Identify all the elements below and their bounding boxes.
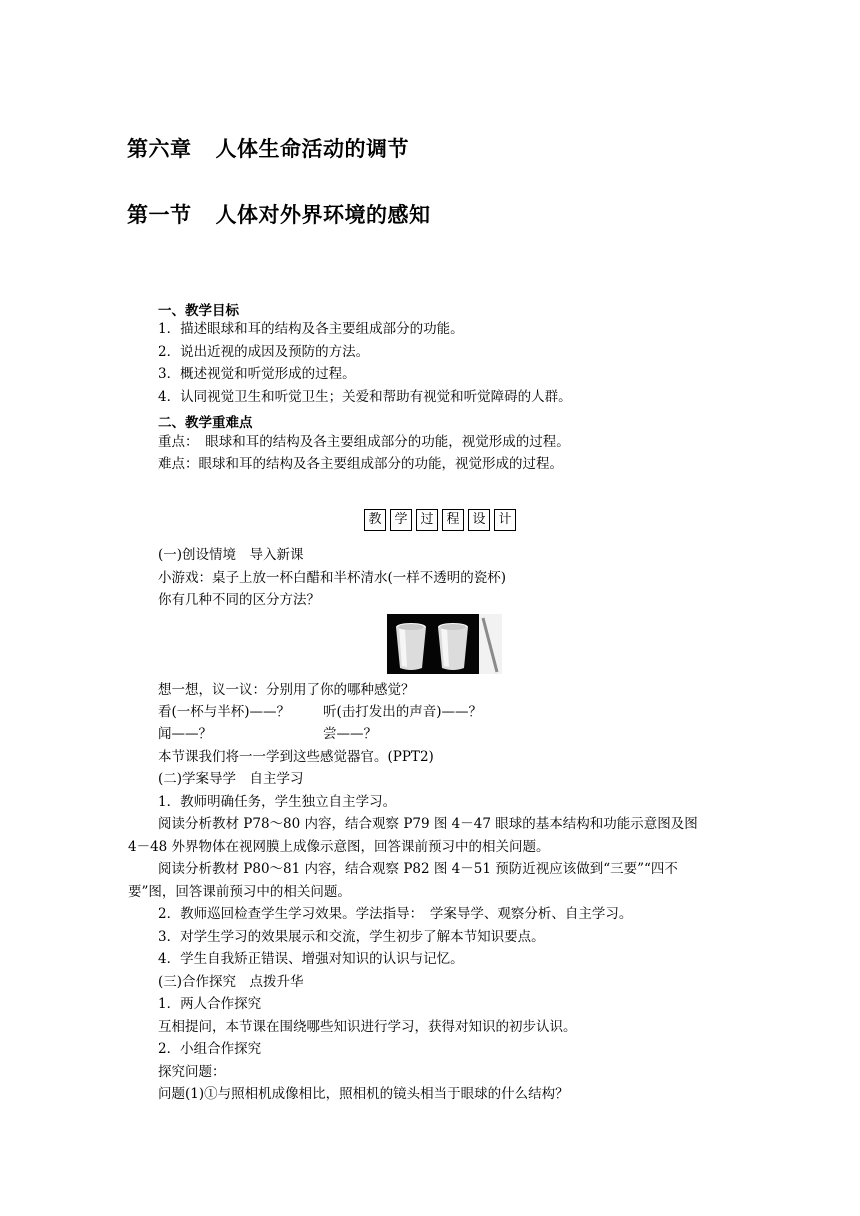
intro-text: 本节课我们将一一学到这些感觉器官。(PPT2) xyxy=(158,749,434,765)
question-item: 问题(1)①与照相机成像相比，照相机的镜头相当于眼球的什么结构？ xyxy=(158,1086,569,1102)
section-title xyxy=(127,199,431,229)
reading-text: 阅读分析教材 P78～80 内容，结合观察 P79 图 4－47 眼球的基本结构和功能示意图及图 xyxy=(158,816,698,832)
cups-photo xyxy=(387,614,502,674)
inquiry-label: 探究问题： xyxy=(158,1064,226,1080)
step-text: 3．对学生学习的效果展示和交流，学生初步了解本节知识要点。 xyxy=(158,929,545,945)
goal-item: 3．概述视觉和听觉形成的过程。 xyxy=(158,366,356,382)
hear-text: 听(击打发出的声音)——？ xyxy=(323,704,483,720)
game-text: 小游戏：桌子上放一杯白醋和半杯清水(一样不透明的瓷杯) xyxy=(158,570,507,586)
difficulty-text: 难点：眼球和耳的结构及各主要组成部分的功能，视觉形成的过程。 xyxy=(158,456,563,472)
think-text: 想一想，议一议：分别用了你的哪种感觉？ xyxy=(158,682,415,698)
cup-right xyxy=(438,623,468,670)
process-design-banner xyxy=(364,509,516,531)
goal-item: 1．描述眼球和耳的结构及各主要组成部分的功能。 xyxy=(158,321,464,337)
banner-char: 教 xyxy=(364,509,386,531)
smell-text: 闻——？ xyxy=(158,726,212,742)
step-text: 2．教师巡回检查学生学习效果。学法指导： 学案导学、观察分析、自主学习。 xyxy=(158,906,633,922)
goal-item: 4．认同视觉卫生和听觉卫生；关爱和帮助有视觉和听觉障碍的人群。 xyxy=(158,389,572,405)
see-text: 看(一杯与半杯)——？ xyxy=(158,704,291,720)
step-text: 2．小组合作探究 xyxy=(158,1041,262,1057)
chapter-name: 人体生命活动的调节 xyxy=(215,137,409,161)
reading-text: 阅读分析教材 P80～81 内容，结合观察 P82 图 4－51 预防近视应该做到“三要”“四不 xyxy=(158,861,678,877)
taste-text: 尝——？ xyxy=(323,726,377,742)
part2-heading: (二)学案导学 自主学习 xyxy=(158,771,304,787)
banner-char: 过 xyxy=(416,509,438,531)
goal-item: 2．说出近视的成因及预防的方法。 xyxy=(158,344,370,360)
step-text: 1．教师明确任务，学生独立自主学习。 xyxy=(158,794,397,810)
part3-heading: (三)合作探究 点拨升华 xyxy=(158,974,304,990)
step-text: 4．学生自我矫正错误、增强对知识的认识与记忆。 xyxy=(158,951,464,967)
banner-char: 设 xyxy=(468,509,490,531)
goals-heading: 一、教学目标 xyxy=(158,303,239,319)
banner-char: 程 xyxy=(442,509,464,531)
step-text: 1．两人合作探究 xyxy=(158,996,262,1012)
step-detail: 互相提问，本节课在围绕哪些知识进行学习，获得对知识的初步认识。 xyxy=(158,1019,577,1035)
reading-text: 4－48 外界物体在视网膜上成像示意图，回答课前预习中的相关问题。 xyxy=(128,839,550,855)
keypoints-heading: 二、教学重难点 xyxy=(158,415,253,431)
banner-char: 计 xyxy=(494,509,516,531)
part1-heading: (一)创设情境 导入新课 xyxy=(158,547,304,563)
reading-text: 要”图，回答课前预习中的相关问题。 xyxy=(128,884,351,900)
section-number: 第一节 xyxy=(127,203,192,227)
focus-text: 重点： 眼球和耳的结构及各主要组成部分的功能，视觉形成的过程。 xyxy=(158,434,570,450)
banner-char: 学 xyxy=(390,509,412,531)
chapter-number: 第六章 xyxy=(127,137,192,161)
section-name: 人体对外界环境的感知 xyxy=(215,203,431,227)
question-text: 你有几种不同的区分方法？ xyxy=(158,592,320,608)
chapter-title xyxy=(127,133,409,163)
cup-left xyxy=(396,623,426,670)
